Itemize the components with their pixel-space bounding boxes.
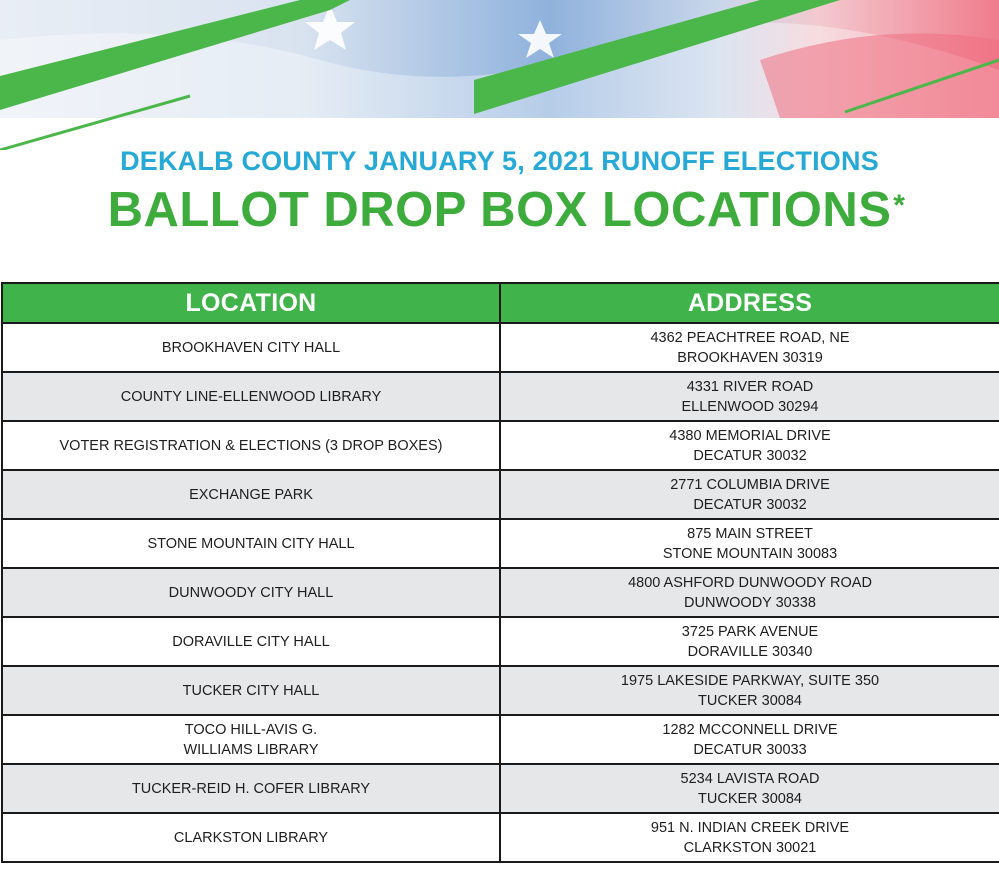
location-cell <box>2 666 500 715</box>
city-zip-line: DUNWOODY 30338 <box>684 594 816 611</box>
flag-banner-graphic <box>0 0 999 150</box>
column-header-address: ADDRESS <box>500 283 999 323</box>
city-zip-line: CLARKSTON 30021 <box>683 839 817 856</box>
location-cell <box>2 421 500 470</box>
location-name-line: WILLIAMS LIBRARY <box>183 741 319 758</box>
street-address-line: 875 MAIN STREET <box>687 525 813 542</box>
street-address-line: 5234 LAVISTA ROAD <box>680 770 820 787</box>
table-row <box>2 617 999 666</box>
page-title-text: BALLOT DROP BOX LOCATIONS <box>107 183 892 237</box>
page-title <box>107 183 906 237</box>
location-name-line: BROOKHAVEN CITY HALL <box>161 339 341 356</box>
column-header-location: LOCATION <box>2 283 500 323</box>
city-zip-line: DECATUR 30032 <box>693 447 807 464</box>
address-cell <box>500 421 999 470</box>
street-address-line: 4380 MEMORIAL DRIVE <box>669 427 831 444</box>
address-cell <box>500 813 999 862</box>
location-cell <box>2 617 500 666</box>
location-name-line: TUCKER CITY HALL <box>182 682 320 699</box>
street-address-line: 951 N. INDIAN CREEK DRIVE <box>650 819 850 836</box>
city-zip-line: ELLENWOOD 30294 <box>681 398 819 415</box>
street-address-line: 4331 RIVER ROAD <box>686 378 814 395</box>
address-cell <box>500 470 999 519</box>
address-cell <box>500 617 999 666</box>
table-row <box>2 323 999 372</box>
address-cell <box>500 666 999 715</box>
page-subtitle: DEKALB COUNTY JANUARY 5, 2021 RUNOFF ELECTIONS <box>120 146 879 176</box>
asterisk-mark: * <box>893 189 906 222</box>
city-zip-line: STONE MOUNTAIN 30083 <box>662 545 838 562</box>
location-name-line: VOTER REGISTRATION & ELECTIONS (3 DROP BOXES) <box>59 437 443 454</box>
location-cell <box>2 470 500 519</box>
city-zip-line: TUCKER 30084 <box>698 790 802 807</box>
address-cell <box>500 715 999 764</box>
location-name-line: TUCKER-REID H. COFER LIBRARY <box>131 780 371 797</box>
address-cell <box>500 568 999 617</box>
location-name-line: EXCHANGE PARK <box>189 486 313 503</box>
location-cell <box>2 519 500 568</box>
table-row <box>2 470 999 519</box>
location-cell <box>2 813 500 862</box>
location-name-line: COUNTY LINE-ELLENWOOD LIBRARY <box>120 388 382 405</box>
table-row <box>2 666 999 715</box>
location-cell <box>2 715 500 764</box>
location-name-line: TOCO HILL-AVIS G. <box>184 721 318 738</box>
table-row <box>2 764 999 813</box>
table-row <box>2 421 999 470</box>
heading-block <box>0 138 999 236</box>
city-zip-line: TUCKER 30084 <box>698 692 802 709</box>
table-header-row <box>2 283 999 323</box>
location-name-line: STONE MOUNTAIN CITY HALL <box>147 535 355 552</box>
street-address-line: 2771 COLUMBIA DRIVE <box>670 476 830 493</box>
city-zip-line: DORAVILLE 30340 <box>687 643 813 660</box>
street-address-line: 3725 PARK AVENUE <box>681 623 819 640</box>
address-cell <box>500 323 999 372</box>
location-cell <box>2 764 500 813</box>
address-cell <box>500 372 999 421</box>
drop-box-table <box>1 282 999 863</box>
city-zip-line: DECATUR 30032 <box>693 496 807 513</box>
location-cell <box>2 323 500 372</box>
street-address-line: 4800 ASHFORD DUNWOODY ROAD <box>628 574 872 591</box>
location-name-line: DORAVILLE CITY HALL <box>172 633 330 650</box>
street-address-line: 1975 LAKESIDE PARKWAY, SUITE 350 <box>620 672 880 689</box>
location-name-line: CLARKSTON LIBRARY <box>173 829 329 846</box>
table-row <box>2 372 999 421</box>
table-row <box>2 715 999 764</box>
city-zip-line: DECATUR 30033 <box>693 741 807 758</box>
address-cell <box>500 519 999 568</box>
street-address-line: 1282 MCCONNELL DRIVE <box>662 721 838 738</box>
address-cell <box>500 764 999 813</box>
location-cell <box>2 568 500 617</box>
table-row <box>2 813 999 862</box>
city-zip-line: BROOKHAVEN 30319 <box>677 349 823 366</box>
table-row <box>2 568 999 617</box>
location-name-line: DUNWOODY CITY HALL <box>168 584 334 601</box>
location-cell <box>2 372 500 421</box>
street-address-line: 4362 PEACHTREE ROAD, NE <box>650 329 850 346</box>
table-body <box>2 323 999 862</box>
table-row <box>2 519 999 568</box>
